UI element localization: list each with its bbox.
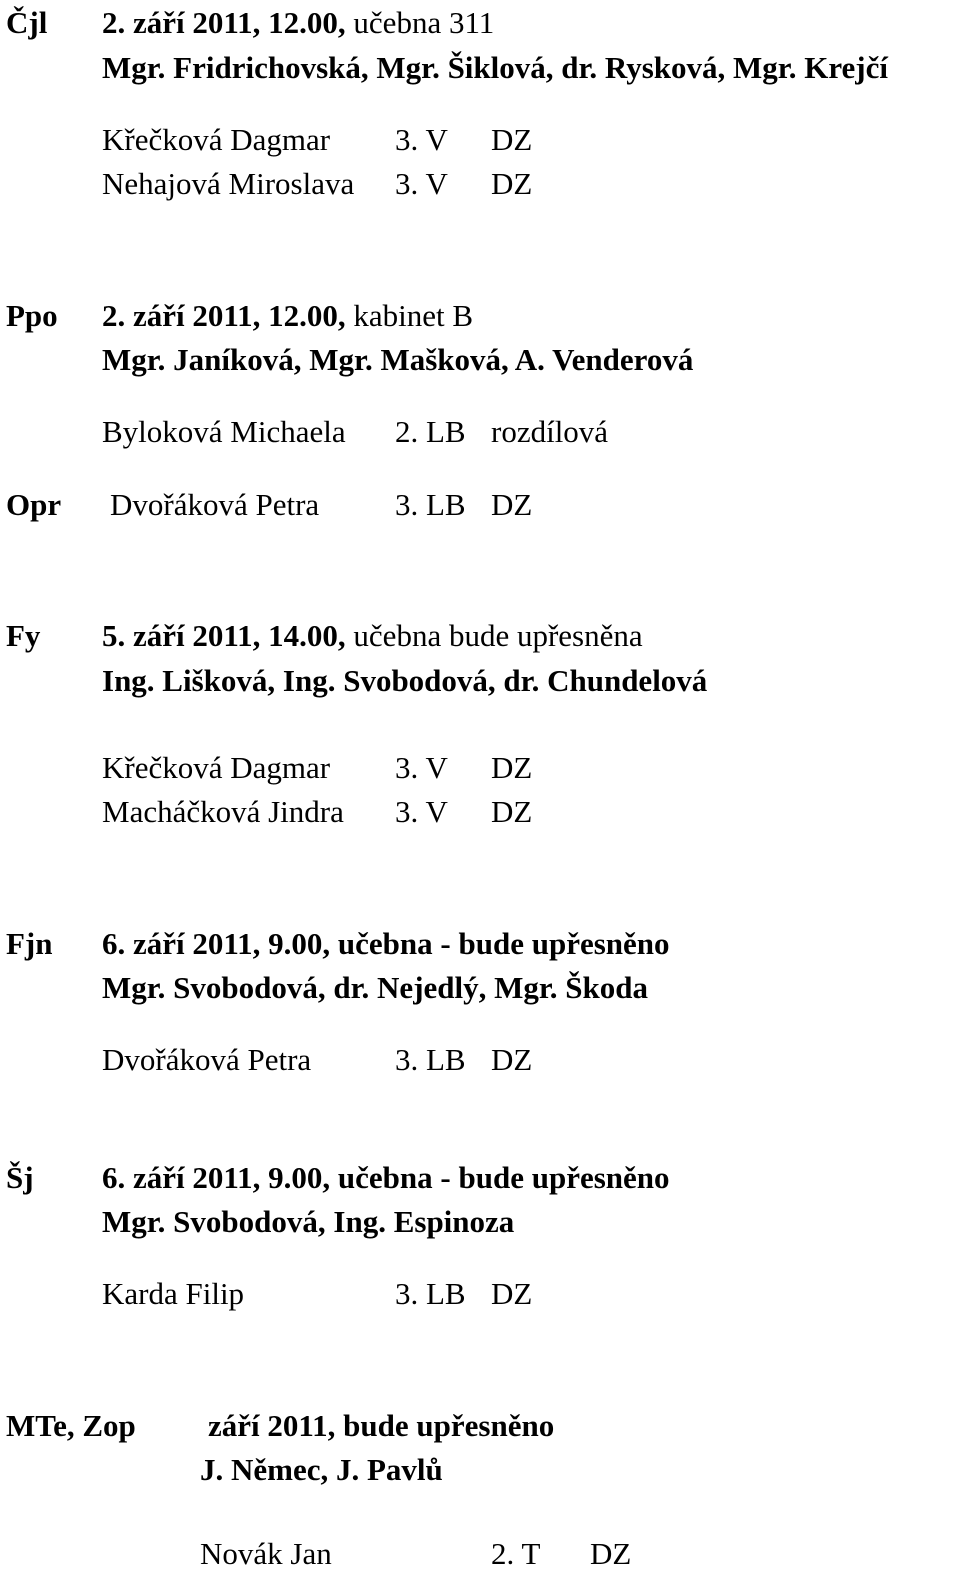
student-name: Karda Filip: [102, 1276, 245, 1311]
examiners: J. Němec, J. Pavlů: [200, 1452, 443, 1487]
exam-date: [102, 298, 473, 334]
exam-type: DZ: [491, 1276, 533, 1311]
subject-label: Fy: [6, 618, 41, 653]
student-class: 3. LB: [395, 1042, 466, 1077]
examiners: Mgr. Fridrichovská, Mgr. Šiklová, dr. Rysková, Mgr. Krejčí: [102, 50, 888, 85]
student-class: 3. V: [395, 750, 448, 785]
student-name: Novák Jan: [200, 1536, 332, 1571]
exam-type: rozdílová: [491, 414, 609, 449]
subject-label: Čjl: [6, 5, 48, 40]
student-class: 2. T: [491, 1536, 541, 1571]
exam-date: [102, 5, 494, 41]
examiners: Ing. Lišková, Ing. Svobodová, dr. Chundelová: [102, 663, 708, 698]
exam-type: DZ: [491, 794, 533, 829]
examiners: Mgr. Janíková, Mgr. Mašková, A. Venderová: [102, 342, 694, 377]
student-name: Křečková Dagmar: [102, 750, 331, 785]
subject-label: MTe, Zop: [6, 1408, 136, 1443]
student-class: 3. V: [395, 794, 448, 829]
subject-label: Ppo: [6, 298, 58, 333]
student-name: Macháčková Jindra: [102, 794, 344, 829]
exam-date-main: 2. září 2011, 12.00,: [102, 298, 346, 333]
exam-type: DZ: [590, 1536, 632, 1571]
subject-label: Šj: [6, 1160, 34, 1195]
exam-room: kabinet B: [345, 298, 474, 333]
exam-date: 6. září 2011, 9.00, učebna - bude upřesněno: [102, 926, 670, 961]
exam-date: září 2011, bude upřesněno: [208, 1408, 555, 1443]
examiners: Mgr. Svobodová, Ing. Espinoza: [102, 1204, 515, 1239]
exam-date-main: 2. září 2011, 12.00,: [102, 5, 346, 40]
student-name: Křečková Dagmar: [102, 122, 331, 157]
student-name: Byloková Michaela: [102, 414, 346, 449]
examiners: Mgr. Svobodová, dr. Nejedlý, Mgr. Škoda: [102, 970, 649, 1005]
student-name: Dvořáková Petra: [110, 487, 320, 522]
exam-date-main: 5. září 2011, 14.00,: [102, 618, 346, 653]
exam-type: DZ: [491, 750, 533, 785]
student-class: 3. LB: [395, 487, 466, 522]
exam-type: DZ: [491, 122, 533, 157]
student-class: 2. LB: [395, 414, 466, 449]
exam-type: DZ: [491, 1042, 533, 1077]
student-name: Dvořáková Petra: [102, 1042, 312, 1077]
student-class: 3. LB: [395, 1276, 466, 1311]
student-class: 3. V: [395, 122, 448, 157]
exam-date: 6. září 2011, 9.00, učebna - bude upřesněno: [102, 1160, 670, 1195]
exam-room: učebna bude upřesněna: [345, 618, 643, 653]
subject-label: Opr: [6, 487, 62, 522]
exam-type: DZ: [491, 166, 533, 201]
student-class: 3. V: [395, 166, 448, 201]
exam-type: DZ: [491, 487, 533, 522]
exam-date: [102, 618, 643, 654]
exam-room: učebna 311: [345, 5, 495, 40]
student-name: Nehajová Miroslava: [102, 166, 355, 201]
subject-label: Fjn: [6, 926, 53, 961]
